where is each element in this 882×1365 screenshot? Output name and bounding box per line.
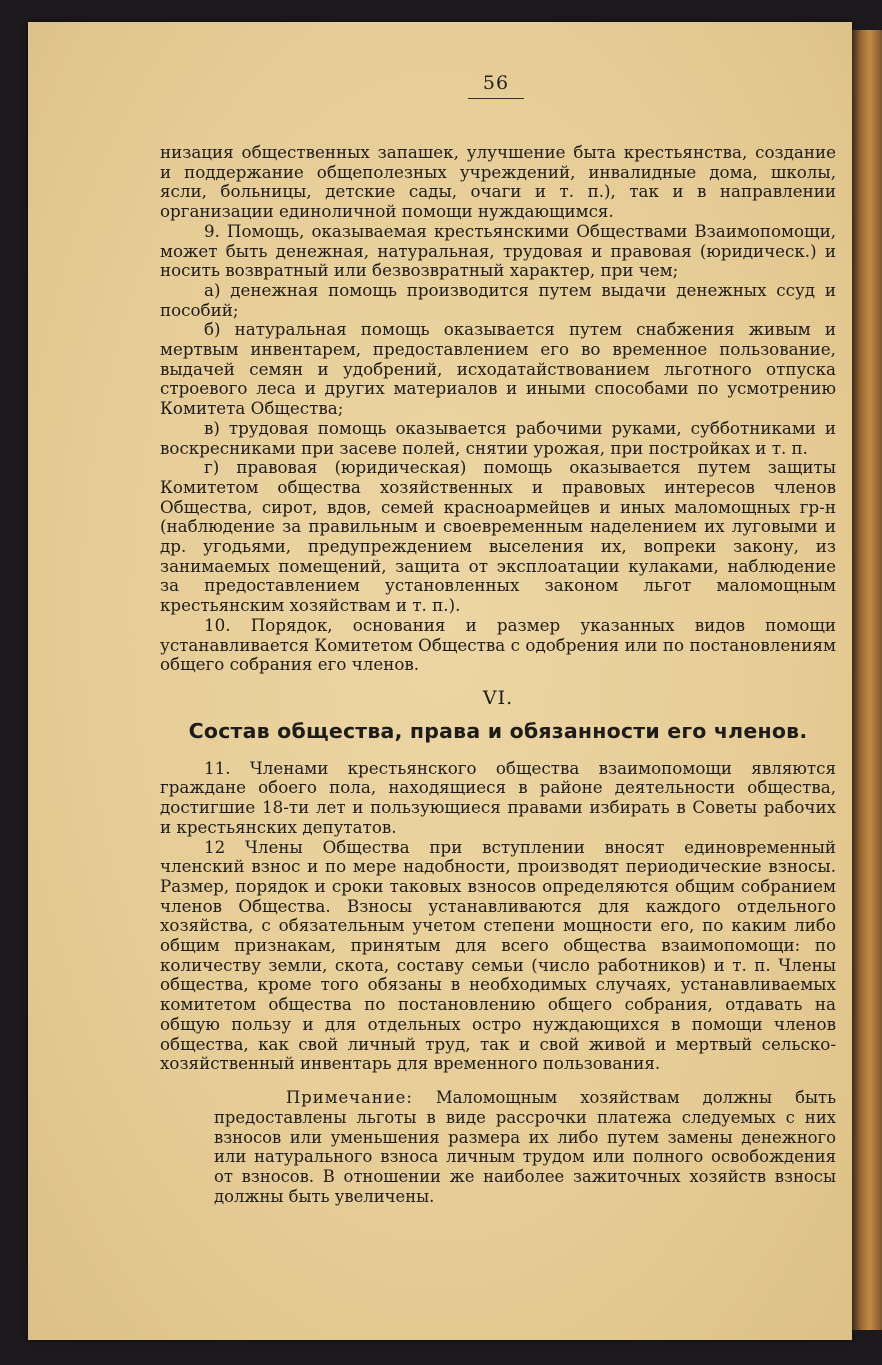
paragraph-12: 12 Члены Общества при вступлении вносят единовременный членский взнос и по мере надобности, производят периодические взносы. Размер, порядок и сроки таковых взносов определяются общим собранием членов Общества. Взносы устанавливаются для каждого отдельного хозяйства, с обязательным учетом степени мощности его, по каким либо общим признакам, принятым для всего общества взаимопомощи: по количеству земли, скота, составу семьи (число работников) и т. п. Члены общества, кроме того обязаны в необходимых случаях, устанавливаемых комитетом общества по постановлению общего собрания, отдавать на общую пользу и для отдельных остро нуждающихся в помощи членов общества, как свой личный труд, так и свой живой и мертвый сельско-хозяйственный инвентарь для временного пользования. (160, 836, 836, 1074)
section-title: Состав общества, права и обязанности его членов. (188, 718, 808, 743)
paragraph-11: 11. Членами крестьянского общества взаимопомощи являются граждане обоего пола, находящиеся в районе деятельности общества, достигшие 18-ти лет и пользующиеся правами избирать в Советы рабочих и крестьянских депутатов. (160, 757, 836, 837)
paragraph-9a: а) денежная помощь производится путем выдачи денежных ссуд и пособий; (160, 279, 836, 320)
page-edge (852, 30, 882, 1330)
paragraph-9v: в) трудовая помощь оказывается рабочими руками, субботниками и воскресниками при засеве полей, снятии урожая, при постройках и т. п. (160, 417, 836, 458)
page-number: 56 (456, 72, 536, 94)
paragraph-9b: б) натуральная помощь оказывается путем снабжения живым и мертвым инвентарем, предоставлением его во временное пользование, выдачей семян и удобрений, исходатайствованием льготного отпуска строевого леса и других материалов и иными способами по усмотрению Комитета Общества; (160, 319, 836, 419)
page-body (160, 143, 836, 1207)
paragraph-10: 10. Порядок, основания и размер указанных видов помощи устанавливается Комитетом Общества с одобрения или по постановлениям общего собрания его членов. (160, 614, 836, 675)
paragraph-9g: г) правовая (юридическая) помощь оказывается путем защиты Комитетом общества хозяйственных и правовых интересов членов Общества, сирот, вдов, семей красноармейцев и иных маломощных гр-н (наблюдение за правильным и своевременным наделением их луговыми и др. угодьями, предупреждением выселения их, вопреки закону, из занимаемых помещений, защита от эксплоатации кулаками, наблюдение за предоставлением установленных законом льгот маломощным крестьянским хозяйствам и т. п.). (160, 457, 836, 616)
note (214, 1088, 836, 1207)
paragraph-continuation: низация общественных запашек, улучшение быта крестьянства, создание и поддержание общеполезных учреждений, инвалидные дома, школы, ясли, больницы, детские сады, очаги и т. п.), так и в направлении организации единоличной помощи нуждающимся. (160, 142, 836, 222)
paragraph-9: 9. Помощь, оказываемая крестьянскими Обществами Взаимопомощи, может быть денежная, натуральная, трудовая и правовая (юридическ.) и носить возвратный или безвозвратный характер, при чем; (160, 220, 836, 281)
note-text: Маломощным хозяйствам должны быть предоставлены льготы в виде рассрочки платежа следуемых с них взносов или уменьшения размера их либо путем замены денежного или натурального взноса личным трудом или полного освобождения от взносов. В отношении же наиболее зажиточных хозяйств взносы должны быть увеличены. (214, 1087, 836, 1206)
note-label: Примечание: (286, 1087, 413, 1107)
section-number: VI. (482, 686, 514, 709)
